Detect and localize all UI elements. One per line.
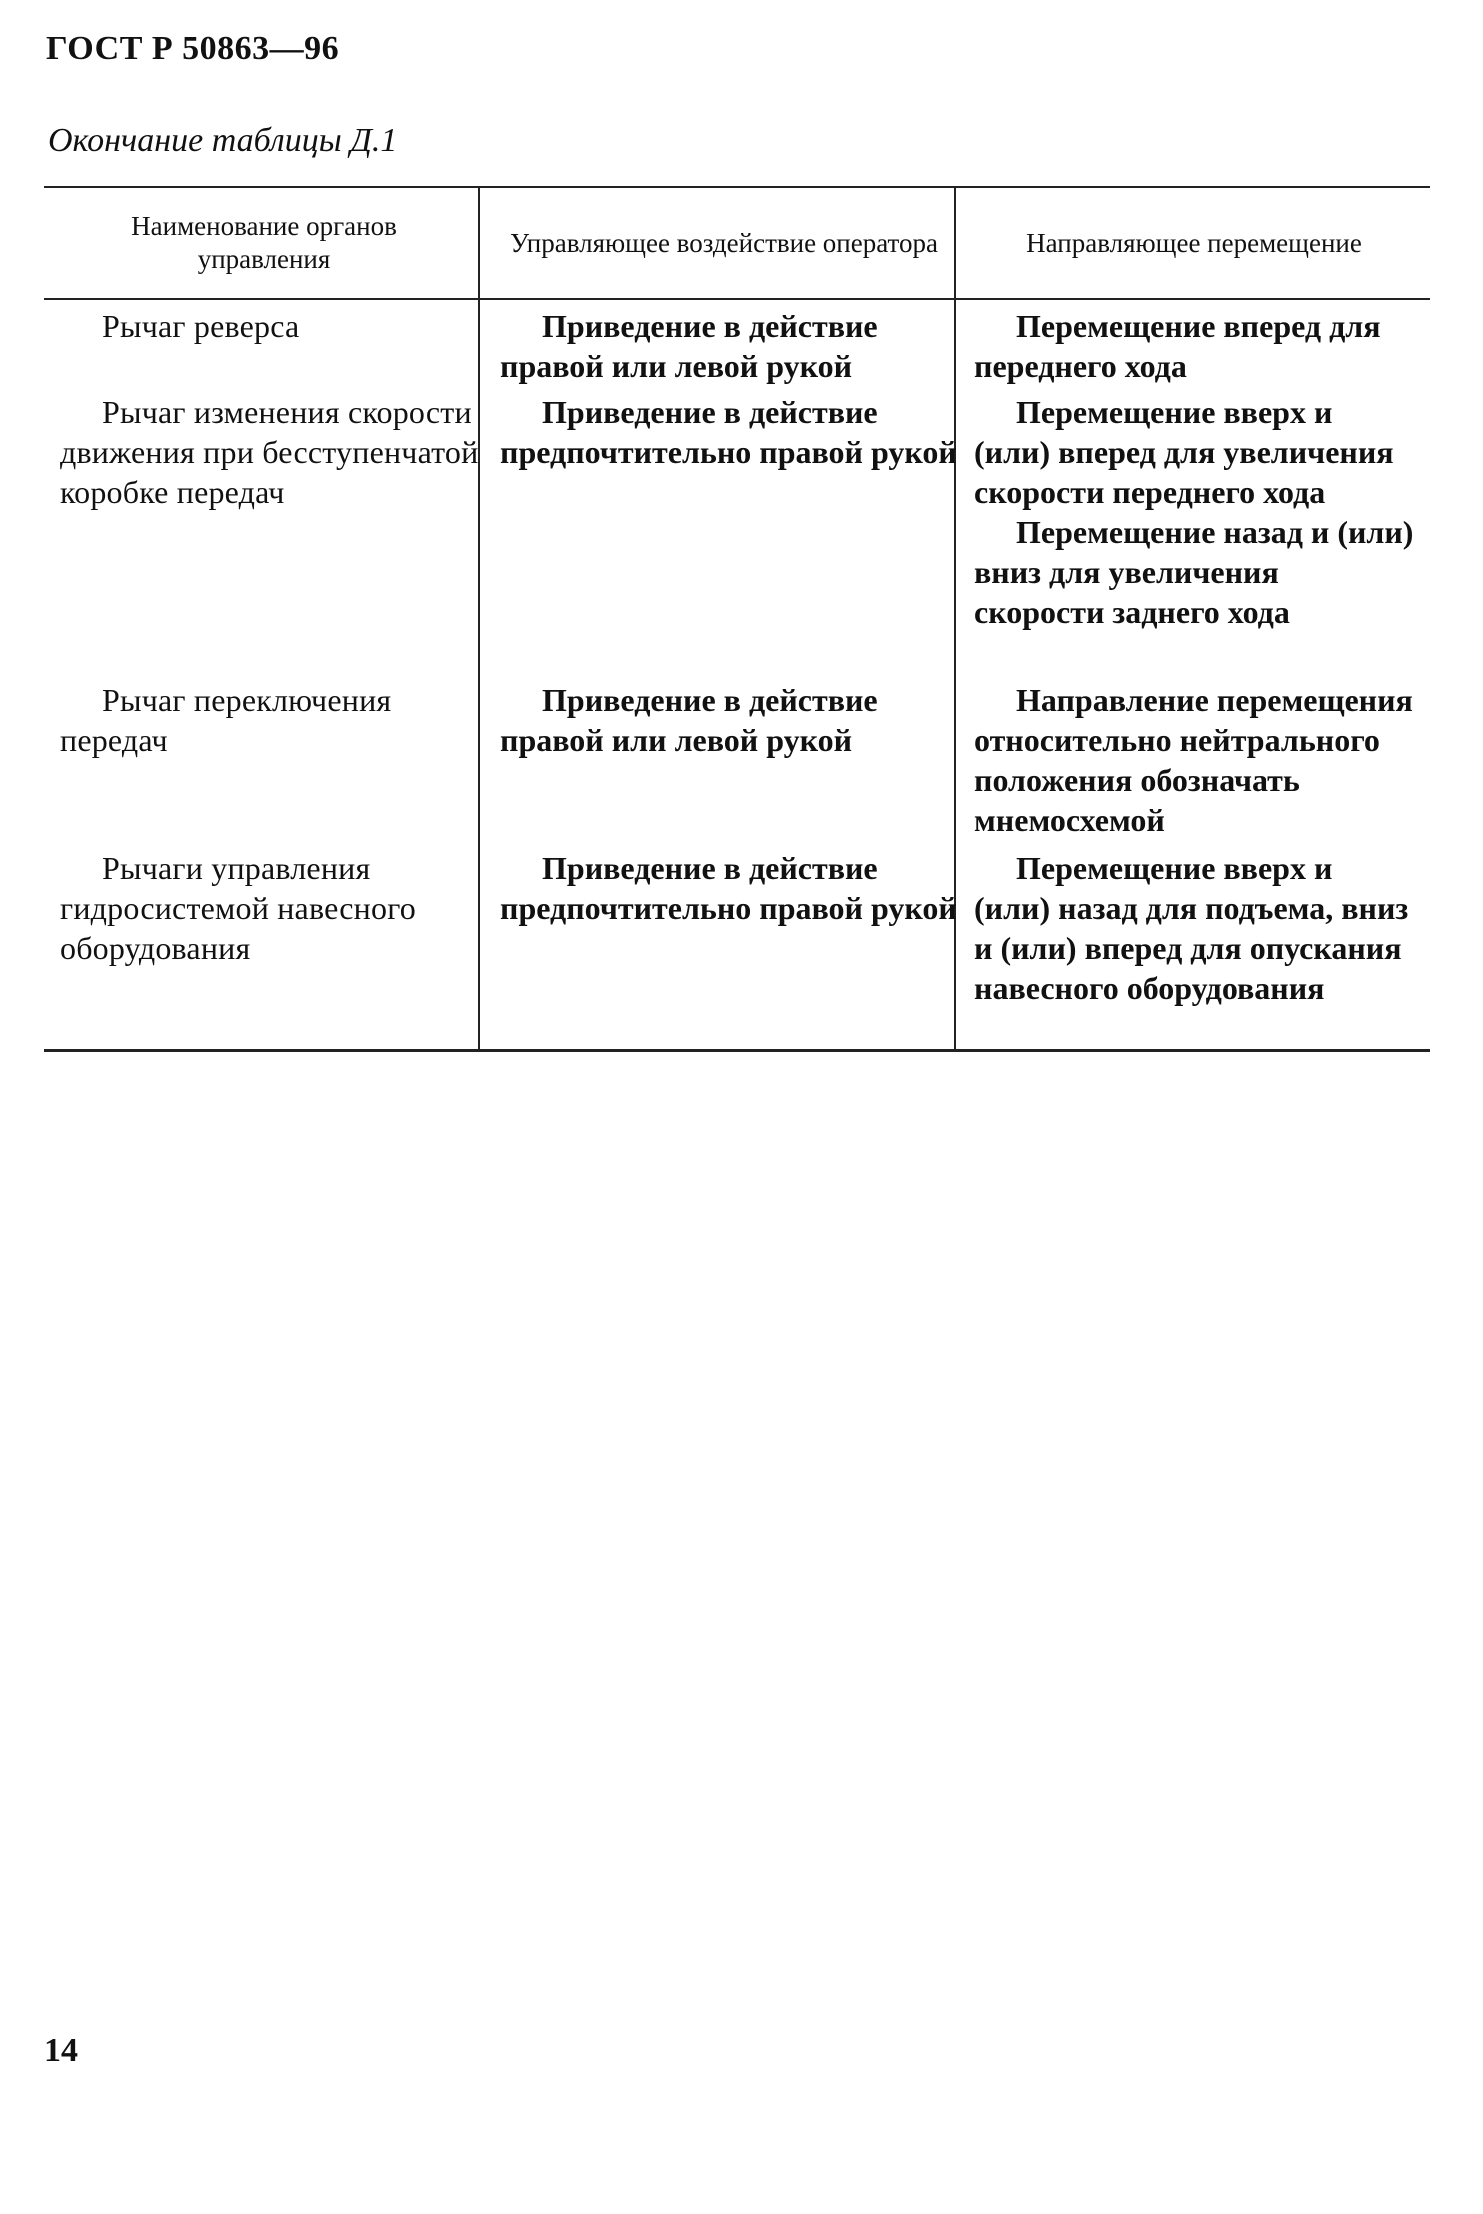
table-row-2-name: Рычаг изменения скорости движения при бесступенчатой коробке передач: [60, 394, 479, 510]
table-row-3-movement: Направление перемещения относительно нейтрального положения обозначать мнемосхемой: [974, 682, 1413, 838]
table-row-2-movement: Перемещение вверх и (или) вперед для увеличения скорости переднего хода Перемещение назад и (или) вниз для увеличения скорости заднего хода: [974, 394, 1414, 630]
table-row-1-name: Рычаг реверса: [102, 308, 300, 344]
table-row-3-name: Рычаг переключения передач: [60, 682, 392, 758]
document-standard-header: ГОСТ Р 50863—96: [46, 30, 340, 67]
header-divider: [44, 298, 1430, 300]
page-number: 14: [44, 2032, 78, 2069]
column-header-movement: Направляющее перемещение: [1026, 227, 1362, 258]
table-row-3-action: Приведение в действие правой или левой рукой: [500, 682, 878, 758]
table-row-4-movement: Перемещение вверх и (или) назад для подъема, вниз и (или) вперед для опускания навесного оборудования: [974, 850, 1409, 1006]
column-header-name: Наименование органов управления: [131, 211, 397, 274]
table-row-4-name: Рычаги управления гидросистемой навесного оборудования: [60, 850, 416, 966]
column-header-action: Управляющее воздействие оператора: [510, 227, 938, 258]
table-row-1-movement: Перемещение вперед для переднего хода: [974, 308, 1381, 384]
controls-table: [44, 186, 1430, 1052]
table-row-1-action: Приведение в действие правой или левой рукой: [500, 308, 878, 384]
table-row-4-action: Приведение в действие предпочтительно правой рукой: [500, 850, 957, 926]
table-caption: Окончание таблицы Д.1: [48, 122, 398, 159]
table-row-2-action: Приведение в действие предпочтительно правой рукой: [500, 394, 957, 470]
